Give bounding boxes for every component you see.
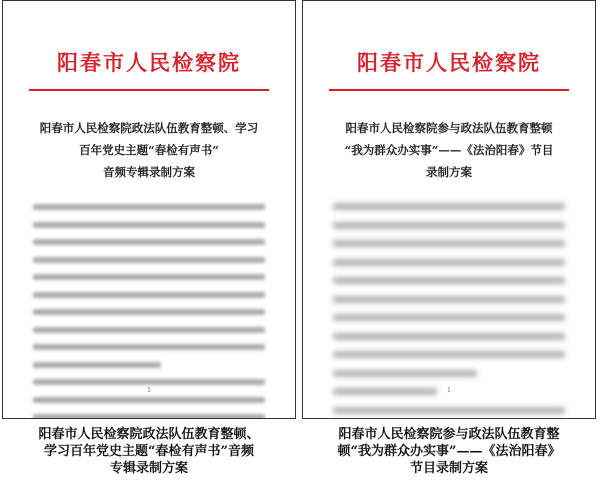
document-page-right (302, 0, 596, 419)
title-line: “我为群众办实事”——《法治阳春》节目 (344, 143, 554, 157)
page-number: 1 (147, 387, 151, 394)
title-line: 百年党史主题“春检有声书” (79, 143, 219, 157)
caption-line: 专辑录制方案 (109, 461, 188, 476)
caption-line: 顿“我为群众办实事”——《法治阳春》 (337, 444, 561, 459)
header-divider (29, 89, 269, 91)
header-divider (329, 89, 569, 91)
page-number: 1 (447, 387, 451, 394)
caption-line: 阳春市人民检察院政法队伍教育整顿、 (38, 427, 260, 442)
document-title (27, 117, 271, 183)
caption-right (302, 426, 596, 477)
caption-line: 学习百年党史主题“春检有声书”音频 (44, 444, 254, 459)
caption-line: 阳春市人民检察院参与政法队伍教育整 (338, 427, 560, 442)
caption-line: 节目录制方案 (409, 461, 488, 476)
title-line: 阳春市人民检察院政法队伍教育整顿、学习 (39, 121, 259, 135)
title-line: 音频专辑录制方案 (103, 165, 195, 179)
document-page-left (2, 0, 296, 419)
document-header: 阳春市人民检察院 (57, 50, 241, 75)
caption-left (2, 426, 296, 477)
title-line: 阳春市人民检察院参与政法队伍教育整顿 (345, 121, 553, 135)
document-title (327, 117, 571, 183)
title-line: 录制方案 (426, 165, 472, 179)
document-header: 阳春市人民检察院 (357, 50, 541, 75)
